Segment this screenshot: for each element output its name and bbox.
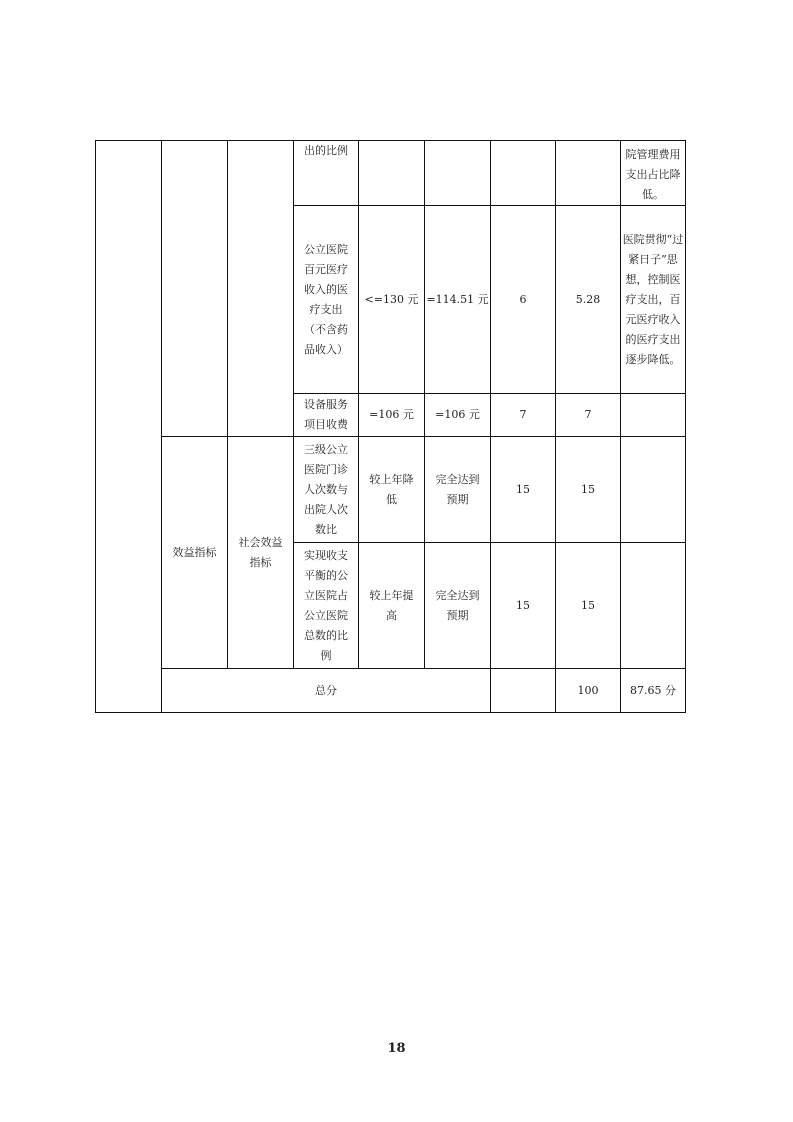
level2-cell: [162, 141, 228, 437]
performance-table: [95, 140, 686, 713]
level1-cell: [96, 141, 162, 713]
weight-cell: 15: [491, 543, 556, 669]
indicator-cell: 三级公立医院门诊人次数与出院人次数比: [294, 437, 359, 543]
level3-cell: 社会效益指标: [228, 437, 294, 669]
total-weight: 100: [556, 669, 621, 713]
target-cell: [359, 141, 425, 206]
score-cell: 5.28: [556, 206, 621, 394]
remark-cell: 院管理费用支出占比降低。: [621, 141, 686, 206]
weight-cell: 7: [491, 394, 556, 437]
target-cell: 较上年降低: [359, 437, 425, 543]
actual-cell: =114.51 元: [425, 206, 491, 394]
weight-cell: 15: [491, 437, 556, 543]
indicator-cell: 实现收支平衡的公立医院占公立医院总数的比例: [294, 543, 359, 669]
page-number: 18: [387, 1041, 406, 1056]
score-cell: 15: [556, 543, 621, 669]
actual-cell: =106 元: [425, 394, 491, 437]
score-cell: 7: [556, 394, 621, 437]
target-cell: 较上年提高: [359, 543, 425, 669]
total-actual-cell: [491, 669, 556, 713]
actual-cell: 完全达到预期: [425, 437, 491, 543]
table-row: [96, 141, 686, 206]
weight-cell: 6: [491, 206, 556, 394]
remark-cell: [621, 543, 686, 669]
indicator-cell: 出的比例: [294, 141, 359, 206]
total-label: 总分: [162, 669, 491, 713]
total-row: [96, 669, 686, 713]
remark-cell: 医院贯彻“过紧日子”思想，控制医疗支出，百元医疗收入的医疗支出逐步降低。: [621, 206, 686, 394]
total-score: 87.65 分: [621, 669, 686, 713]
indicator-cell: 公立医院百元医疗收入的医疗支出（不含药品收入）: [294, 206, 359, 394]
target-cell: =106 元: [359, 394, 425, 437]
weight-cell: [491, 141, 556, 206]
table-row: [96, 437, 686, 543]
remark-cell: [621, 437, 686, 543]
score-cell: [556, 141, 621, 206]
score-cell: 15: [556, 437, 621, 543]
level2-cell: 效益指标: [162, 437, 228, 669]
target-cell: <=130 元: [359, 206, 425, 394]
actual-cell: [425, 141, 491, 206]
indicator-cell: 设备服务项目收费: [294, 394, 359, 437]
level3-cell: [228, 141, 294, 437]
actual-cell: 完全达到预期: [425, 543, 491, 669]
remark-cell: [621, 394, 686, 437]
